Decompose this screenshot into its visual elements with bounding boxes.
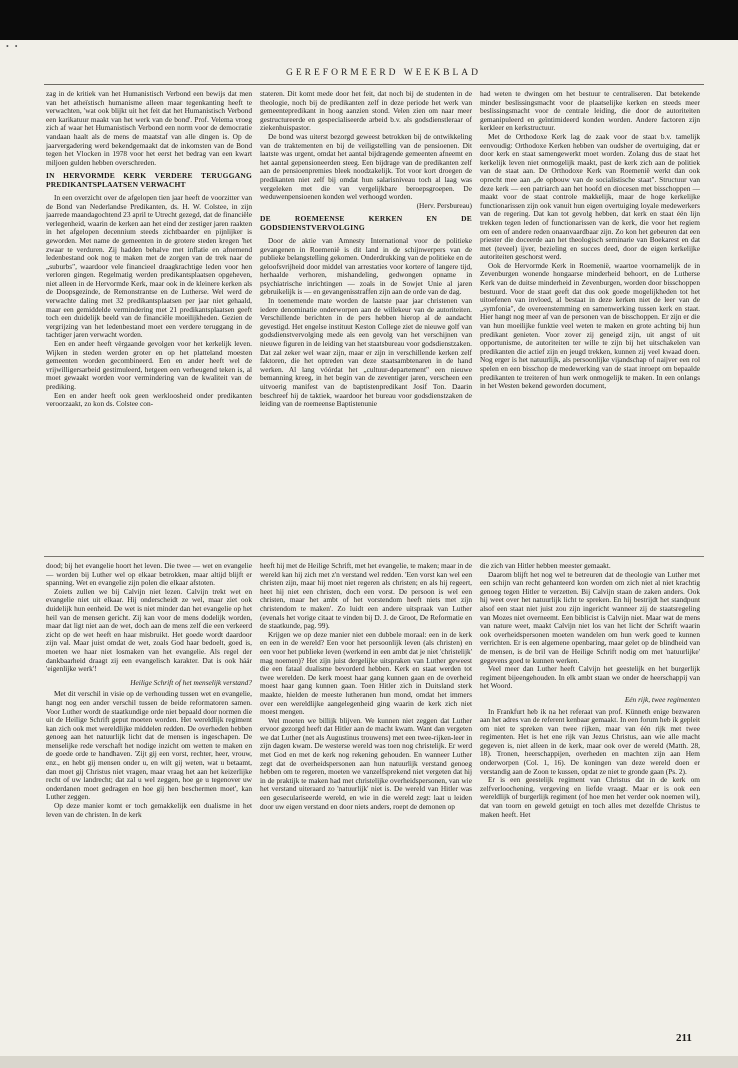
paragraph: Zoiets zullen we bij Calvijn niet lezen. Calvijn trekt wet en evangelie niet uit elkaar. Hij onderscheidt ze wel, maar ziet ook duidelijk hun eenheid. De wet is niet minder dan het evangelie op het heil van de mensen gericht. Zij kan voor de mens dodelijk worden, maar dat ligt niet aan de wet, doch aan de mens zelf die een verkeerd zicht op de wet heeft en haar misbruikt. Het goede wordt daardoor zijn val. Maar juist omdat de wet, zoals God haar bedoelt, goed is, moeten we haar niet losmaken van het evangelie. Als regel der dankbaarheid draagt zij een evangelisch karakter. Dat is ook háár 'eigenlijke werk'! (46, 586, 252, 674)
paragraph: Met dit verschil in visie op de verhouding tussen wet en evangelie, hangt nog een ander verschil tussen de beide reformatoren samen. Voor Luther wordt de staatkundige orde niet bepaald door normen die uit de Heilige Schrift geput moeten worden. Het wereldlijk regiment kan zich ook met wereldlijke middelen redden. De overheden hebben genoeg aan het natuurlijk licht dat de mensen is ingeschapen. De menselijke rede verschaft het nodige inzicht om wetten te maken en de goede orde te handhaven. 'Zijt gij een vorst, rechter, heer, vrouw, enz., en hebt gij mensen onder u, en wilt gij weten, wat u betaamt, dan moet gij Christus niet vragen, maar vraag het aan het keizerlijke recht of uw landrecht; dat zal u wel zeggen, hoe ge u tegenover uw onderdanen moet gedragen en hoe gij hen beschermen moet', kan Luther zeggen. (46, 689, 252, 802)
article-column-3 (480, 90, 700, 554)
paragraph: Krijgen we op deze manier niet een dubbele moraal: een in de kerk en een in de wereld? Een voor het persoonlijk leven (als christen) en een voor het publieke leven (werkend in een ambt dat je niet 'christelijk' mag noemen)? Het zijn juist dergelijke uitspraken van Luther geweest die een fataal dualisme bevorderd hebben. Kerk en staat werden tot twee werelden. De kerk moest haar gang kunnen gaan en de overheid moest haar gang kunnen gaan. Toen Hitler zich in Duitsland sterk maakte, hielden de meeste lutheranen hun mond, omdat het immers over een wereldlijke aangelegenheid ging waarin de kerk zich niet moest mengen. (260, 629, 472, 717)
paragraph: Een en ander heeft ook geen werkloosheid onder predikanten veroorzaakt, zo kon ds. Colstee con- (46, 390, 252, 409)
paragraph: In toenemende mate worden de laatste paar jaar christenen van iedere denominatie onderworpen aan de willekeur van de autoriteiten. Verschillende berichten in de pers hebben hierop al de aandacht gevestigd. Het engelse instituut Keston College ziet de nieuwe golf van godsdienstvervolging mede als een gevolg van het verschijnen van nieuwe figuren in de leiding van het staatsbureau voor godsdienstzaken. Dat zal zeker wel waar zijn, maar er zijn in verschillende kerken zelf faktoren, die het optreden van deze staatsambtenaren in de hand werken. Al lang vóórdat het „cultuur-departement" een nieuwe bemanning kreeg, in het begin van de zeventiger jaren, verscheen een uitvoerig manifest van de baptistenpredikant Josif Ton. Daarin beschreef hij de taktiek, waardoor het bureau voor godsdienstzaken de leiding van de roemeense Baptistenunie (260, 296, 472, 409)
paragraph: Wel moeten we billijk blijven. We kunnen niet zeggen dat Luther ervoor gezorgd heeft dat Hitler aan de macht kwam. Want dan vergeten we dat Luther (net als Augustinus trouwens) met een twee-rijken-leer in zijn dagen kwam. De westerse wereld was toen nog christelijk. Er werd met God en met de kerk nog rekening gehouden. En wanneer Luther zegt dat de overheidspersonen aan hun natuurlijk verstand genoeg hebben om te regeren, moeten we vanzelfsprekend niet vergeten dat hij in de praktijk te maken had met christelijke overheidspersonen, van wie het verstand uiteraard zo 'natuurlijk' niet is. De wereld van Hitler was een geseculariseerde wereld, en wie in die wereld zegt: laat u leiden door uw eigen verstand en door niets anders, roept de demonen op (260, 715, 472, 811)
article-column-2 (260, 90, 472, 554)
article-column-4 (46, 562, 252, 1046)
paragraph: had weten te dwingen om het bestuur te centraliseren. Dat betekende minder beslissingsmacht voor de plaatselijke kerken en steeds meer beslissingsmacht voor de centrale leiding, die door de autoriteiten gemanipuleerd en geïntimideerd konden worden. Andere factoren zijn kerkleer en kerkstructuur. (480, 90, 700, 133)
subheading: Heilige Schrift of het menselijk verstand? (130, 677, 252, 687)
article-column-6 (480, 562, 700, 1022)
running-title: GEREFORMEERD WEEKBLAD (286, 68, 482, 78)
scan-top-edge (0, 0, 738, 40)
paragraph: dood; bij het evangelie hoort het leven. Die twee — wet en evangelie — worden bij Luther wel op elkaar betrokken, maar altijd blijft er spanning. Wet en evangelie zijn polen die elkaar afstoten. (46, 562, 252, 588)
header-rule (44, 84, 704, 85)
paragraph: Daarom blijft het nog wel te betreuren dat de theologie van Luther met een schijn van recht gehanteerd kon worden om zich niet al niet krachtig genoeg tegen Hitler te verzetten. Bij Calvijn staan de zaken anders. Ook hij weet over het natuurlijk licht te spreken. En hij bestrijdt het standpunt alsof een staat niet juist zou zijn ingericht wanneer zij de staatsregeling van Mozes niet overneemt. Een biblicist is Calvijn niet. Maar wat de mens van nature weet, maakt Calvijn niet los van het licht der Schrift waarin ook overheidspersonen moeten wandelen om hun werk goed te kunnen verrichten. Er is een algemene openbaring, maar gelet op de blindheid van de mensen, is de bril van de Heilige Schrift nodig om met 'natuurlijke' gegevens goed te kunnen werken. (480, 569, 700, 665)
paragraph: stateren. Dit komt mede door het feit, dat noch bij de studenten in de theologie, noch bij de predikanten zelf in deze periode het werk van gemeentepredikant in hoog aanzien stond. Velen zien om naar meer gestructureerde en gespecialiseerde arbeid b.v. als godsdienstleraar of ziekenhuispastor. (260, 90, 472, 133)
paragraph: Door de aktie van Amnesty International voor de politieke gevangenen in Roemenië is dit land in de schijnwerpers van de publieke belangstelling gekomen. Onderdrukking van de politieke en de geloofsvrijheid door middel van arrestaties voor kortere of langere tijd, herhaalde verhoren, mishandeling, gedwongen opname in psychiatrische inrichtingen — zoals in de Sowjet Unie al jaren gebruikelijk is — en gevangenisstraffen zijn aan de orde van de dag. (260, 235, 472, 297)
paragraph: Veel meer dan Luther heeft Calvijn het geestelijk en het burgerlijk regiment bijeengehouden. In elk ambt staan we onder de heerschappij van het Woord. (480, 664, 700, 691)
paragraph: Een en ander heeft vèrgaande gevolgen voor het kerkelijk leven. Wijken in steden werden groter en op het platteland moesten gemeenten worden gecombineerd. Een en ander heeft wel de vrijwilligersarbeid gestimuleerd, hetgeen een verheugend teken is, al moet gewaakt worden voor vermindering van de kwaliteit van de prediking. (46, 339, 252, 391)
page-number: 211 (676, 1032, 692, 1044)
scan-bottom-edge (0, 1056, 738, 1068)
corner-marks: • • (6, 42, 20, 51)
paragraph: In Frankfurt heb ik na het referaat van prof. Künneth enige bezwaren aan het adres van de referent kenbaar gemaakt. In een forum heb ik gepleit om niet te spreken van twee rijken, maar van één rijk met twee regimenten. Het is het ene rijk van Jezus Christus, aan wie alle macht gegeven is, niet alleen in de kerk, maar ook over de wereld (Matth. 28, 18). Tronen, heerschappijen, overheden en machten zijn aan Hem onderworpen (Col. 1, 16). De koningen van deze wereld doen er verstandig aan de Zoon te kussen, opdat ze niet te gronde gaan (Ps. 2). (480, 706, 700, 776)
paragraph: heeft hij met de Heilige Schrift, met het evangelie, te maken; maar in de wereld kan hij zich met z'n verstand wel redden. 'Een vorst kan wel een christen zijn, maar hij moet niet regeren als christen; en als hij regeert, heet hij niet een christen, doch een vorst. De persoon is wel een christen, maar het ambt of het vorstendom heeft niets met zijn christendom te maken'. Zo luidt een andere uitspraak van Luther (evenals het vorige citaat te vinden bij D. J. de Groot, De Reformatie en de staatkunde, pag. 99). (260, 562, 472, 631)
subheading: Eén rijk, twee regimenten (624, 694, 700, 704)
paragraph: De bond was uiterst bezorgd geweest betrokken bij de ontwikkeling van de traktementen en bij de veiligstelling van de pensioenen. Dit laatste was urgent, omdat het aantal bijdragende gemeenten afneemt en het aantal gepensioneerden steeg. Een bijdrage van de predikanten zelf aan de pensioenpremies bleek noodzakelijk. Tot voor kort droegen de predikanten niet zelf bij omdat hun salarisniveau toch al laag was vergeleken met die van vergelijkbare beroepsgroepen. De weduwenpensioenen konden wel verhoogd worden. (260, 131, 472, 202)
source-citation: (Herv. Persbureau) (416, 200, 472, 210)
article-column-5 (260, 562, 472, 1046)
paragraph: zag in de kritiek van het Humanistisch Verbond een bewijs dat men van het atheïstisch humanisme alleen maar tegenkanting heeft te verwachten, 'wat ook blijkt uit het feit dat het Humanistisch Verbond een karikatuur maakt van het werk van de bond'. Prof. Velema vroeg zich af waar het Humanistisch Verbond een norm voor de democratie vandaan haalt als de mens de maatstaf van alle dingen is. Op de jaarvergadering werd bekendgemaakt dat de inkomsten van de Bond tegen het Vlocken in 1978 voor het eerst het bedrag van een kwart miljoen gulden hebben overschreden. (46, 90, 252, 167)
paragraph: In een overzicht over de afgelopen tien jaar heeft de voorzitter van de Bond van Nederlandse Predikanten, ds. H. W. Colstee, in zijn jaarrede maandagochtend 23 april te Utrecht gezegd, dat de financiële verlegenheid, waarin de kerken aan het eind der zestiger jaren raakten in het afgelopen decennium steeds zichtbaarder en pijnlijker is geworden. Met name de gemeenten in de grotere steden kregen 'het zwaar te verduren. Zij hadden behalve met inflatie en afnemend ledenbestand ook nog te maken met de zorgen van de trek naar de „suburbs", waardoor vele financieel draagkrachtige leden voor hen verloren gingen. Regelmatig werden predikantsplaatsen opgeheven, niet alleen in de Hervormde Kerk, maar ook in de kleinere kerken als de Doopsgezinde, de Remonstrantse en de Lutherse. Wel werd de verwachte daling met 32 predikantsplaatsen per jaar niet gehaald, maar een gemiddelde vermindering met 21 predikantsplaatsen geeft toch een duidelijk beeld van de financiële moeilijkheden. Gezien de vergrijzing van het ledenbestand moet een verdere teruggang in de tachtiger jaren verwacht worden. (46, 192, 252, 340)
paragraph: Ook de Hervormde Kerk in Roemenië, waartoe voornamelijk de in Zevenburgen wonende hongaarse minderheid behoort, en de Lutherse Kerk van de duitse minderheid in Zevenburgen, worden door bisschoppen bestuurd. Voor de staat geeft dat dus ook goede mogelijkheden tot het uitoefenen van invloed, al bestaat in deze kerken niet de leer van de „symfonia", de overeenstemming en samenwerking tussen kerk en staat. Hier hangt nog meer af van de personen van de bisschoppen. Er zijn er die van hun moeilijke funktie veel weten te maken en grote achting bij hun predikant genieten. Voor zover zij geneigd zijn, uit angst of uit opportunisme, de autoriteiten ter wille te zijn bij het uitschakelen van predikanten die actief zijn en jeugd trekken, kunnen zij veel kwaad doen. Nog erger is het natuurlijk, als persoonlijke vijandschap of naijver een rol spelen en een bisschop de medewerking van de staat inroept om bepaalde predikanten te treiteren of hun werk onmogelijk te maken. In een onlangs in het Westen bekend geworden document, (480, 260, 700, 391)
paragraph: Op deze manier komt er toch gemakkelijk een dualisme in het leven van de christen. In de kerk (46, 801, 252, 819)
paragraph: Er is een geestelijk regiment van Christus dat in de kerk om zelfverloochening, vergeving en liefde vraagt. Maar er is ook een wereldlijk of burgerlijk regiment (of hoe men het verder ook noemen wil), dat van toorn en geweld getuigt en toch alles met dezelfde Christus te maken heeft. Het (480, 775, 700, 819)
paragraph: Met de Orthodoxe Kerk lag de zaak voor de staat b.v. tamelijk eenvoudig: Orthodoxe Kerken hebben van oudsher de overtuiging, dat er door kerk en staat samengewerkt moet worden. Zolang dus de staat het kerkelijk leven niet onmogelijk maakt, past de kerk zich aan de politiek van de staat aan. De Orthodoxe Kerk van Roemenië werkt dan ook oprecht mee aan „de opbouw van de socialistische staat". Structuur van deze kerk — een patriarch aan het hoofd en diocesen met bisschoppen — maakt voor de staat controle makkelijk, maar de hoge kerkelijke functionarissen zijn ook vanuit hun eigen overtuiging loyale medewerkers van de regering. Dat kan tot gevolg hebben, dat kerk en staat één lijn trekken tegen leden of functionarissen van de kerk, die voor het regiem om een of andere reden onaanvaardbaar zijn. Zo kon het gebeuren dat een priester die doceerde aan het theologisch seminarie van Boekarest en dat met (teveel) ijver, bezieling en succes deed, door de eigen kerkelijke autoriteiten geschorst werd. (480, 131, 700, 262)
section-heading: DE ROEMEENSE KERKEN EN DE GODSDIENSTVERVOLGING (260, 214, 472, 233)
article-column-1 (46, 90, 252, 554)
section-divider (44, 556, 704, 557)
paragraph: die zich van Hitler hebben meester gemaakt. (480, 562, 611, 570)
section-heading: IN HERVORMDE KERK VERDERE TERUGGANG PREDIKANTSPLAATSEN VERWACHT (46, 171, 252, 190)
